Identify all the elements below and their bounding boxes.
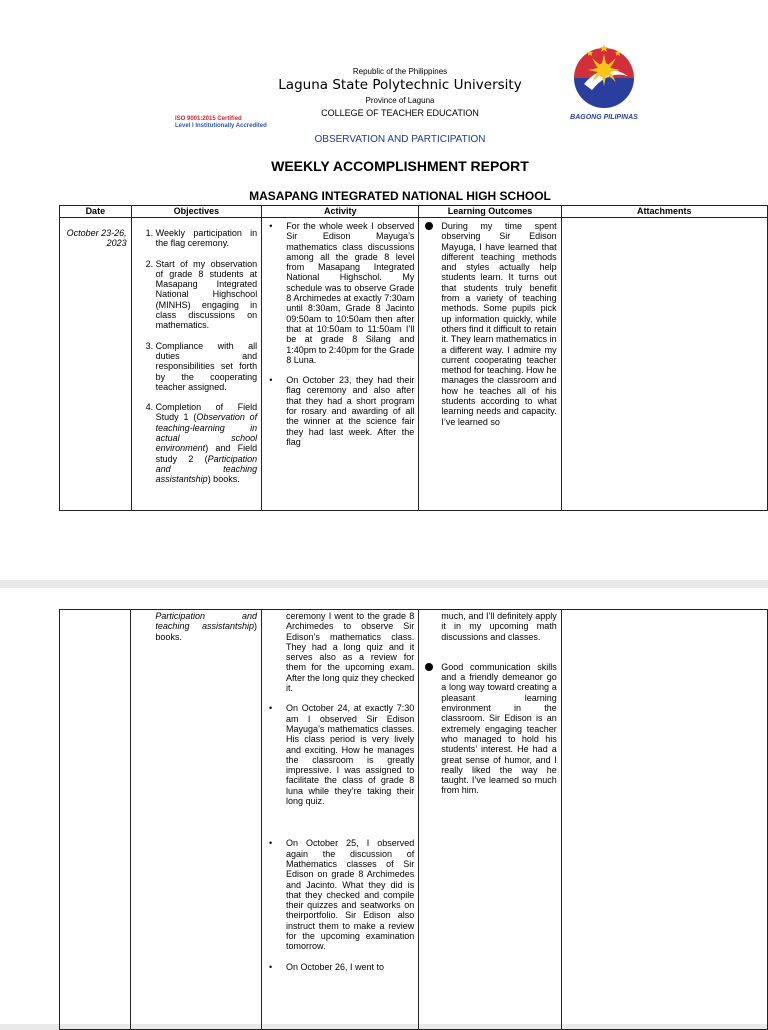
report-title: WEEKLY ACCOMPLISHMENT REPORT [271, 158, 529, 174]
accomplishment-table [59, 205, 768, 511]
activity-cell [261, 610, 418, 1030]
blank-gap [286, 816, 414, 838]
objectives-cell [131, 610, 262, 1030]
college-heading: COLLEGE OF TEACHER EDUCATION [321, 108, 479, 118]
accomplishment-table-continued [59, 609, 768, 1030]
objective-continuation: Participation and teaching assistantship) books. [155, 611, 257, 642]
objective-item: 4. Completion of Field Study 1 (Observation of teaching-learning in actual school environment) and Field study 2 (Participation and teaching assistantship) books. [156, 402, 258, 484]
header-attachments: Attachments [561, 206, 767, 218]
outcomes-list [423, 221, 556, 427]
header-learning-outcomes: Learning Outcomes [419, 206, 561, 218]
document-page-2 [0, 588, 768, 1024]
activity-item: • For the whole week I observed Sir Edison Mayuga’s mathematics class discussions among all the grade 8 level from Masapang Integrated National Highschol. My schedule was to observe Grade 8 Archimedes at exactly 7:30am until 8:30am, Grade 8 Jacinto 09:50am to 10:50am then after that at 10:50am to 11:50am I’ll be at grade 8 Silang and 1:40pm to 2:40pm for the Grade 8 Luna. [286, 221, 414, 365]
outcome-continuation: much, and I’ll definitely apply it in my upcoming math discussions and classes. [441, 611, 557, 642]
iso-certification [175, 116, 285, 130]
activity-item: • On October 23, they had their flag ceremony and also after that they had a short program for rosary and awarding of all the winner at the science fair they had last week. After the flag [286, 375, 414, 447]
logo-caption: BAGONG PILIPINAS [570, 114, 638, 121]
iso-certified-text: ISO 9001:2015 Certified [175, 116, 242, 122]
table-row [60, 218, 768, 511]
activity-item: • On October 24, at exactly 7:30 am I observed Sir Edison Mayuga’s mathematics classes. His class period is very lively and exciting. How he manages the classroom is greatly impressive. I was assigned to facilitate the class of grade 8 luna while they’re taking their long quiz. [286, 703, 414, 806]
attachments-cell [561, 218, 767, 511]
outcome-item: During my time spent observing Sir Edison Mayuga, I have learned that different teaching methods and styles actually help students learn. It turns out that students truly benefit from a variety of teaching methods. Some pupils pick up information quickly, while others find it difficult to retain it. They learn mathematics in a different way. I admire my current cooperating teacher method for teaching. How he manages the classroom and how he teaches all of his students according to what learning needs and capacity. I’ve learned so [441, 221, 557, 427]
activity-item: • On October 25, I observed again the discussion of Mathematics classes of Sir Edison on grade 8 Archimedes and Jacinto. What they did is that they checked and compile their quizzes and seatworks on theirportfolio. Sir Edison also instruct them to make a review for the upcoming examination tomorrow. [286, 838, 414, 951]
header-objectives: Objectives [131, 206, 262, 218]
learning-outcomes-cell [419, 610, 561, 1030]
school-name: MASAPANG INTEGRATED NATIONAL HIGH SCHOOL [249, 189, 551, 203]
learning-outcomes-cell [419, 218, 561, 511]
objectives-cell [131, 218, 262, 511]
date-cell [60, 610, 131, 1030]
objective-item: 3. Compliance with all duties and responsibilities set forth by the cooperating teacher assigned. [156, 341, 258, 392]
accreditation-text: Level I Institutionally Accredited [175, 123, 267, 129]
activity-continuation: ceremony I went to the grade 8 Archimedes to observe Sir Edison’s mathematics class. They had a long quiz and it serves also as a review for them for the upcoming exam. After the long quiz they checked it. [285, 611, 415, 694]
bagong-pilipinas-logo [558, 40, 650, 128]
outcomes-list [423, 611, 556, 796]
header-date: Date [60, 206, 132, 218]
objective-item: 1. Weekly participation in the flag ceremony. [156, 228, 258, 249]
date-text: October 23-26, 2023 [66, 228, 127, 249]
activity-list [266, 221, 414, 447]
outcome-item: Good communication skills and a friendly demeanor go a long way toward creating a pleasant learning environment in the classroom. Sir Edison is an extremely engaging teacher who managed to hold his students’ interest. He had a great sense of humor, and I really liked the way he taught. I’ve learned so much from him. [441, 661, 557, 796]
objectives-list [136, 228, 258, 485]
course-heading: OBSERVATION AND PARTICIPATION [314, 134, 486, 145]
objective-item: 2. Start of my observation of grade 8 students at Masapang Integrated National Highschool (MINHS) engaging in class discussions on mathematics. [156, 259, 258, 331]
republic-heading: Republic of the Philippines [352, 67, 448, 76]
header-activity: Activity [262, 206, 419, 218]
activity-cell [262, 218, 419, 511]
university-name: Laguna State Polytechnic University [278, 77, 522, 93]
date-cell [60, 218, 132, 511]
activity-list [266, 611, 414, 972]
activity-item: • On October 26, I went to [286, 962, 414, 972]
table-row [60, 610, 768, 1030]
province-heading: Province of Laguna [365, 96, 435, 105]
attachments-cell [561, 610, 767, 1030]
table-header-row [60, 206, 768, 218]
